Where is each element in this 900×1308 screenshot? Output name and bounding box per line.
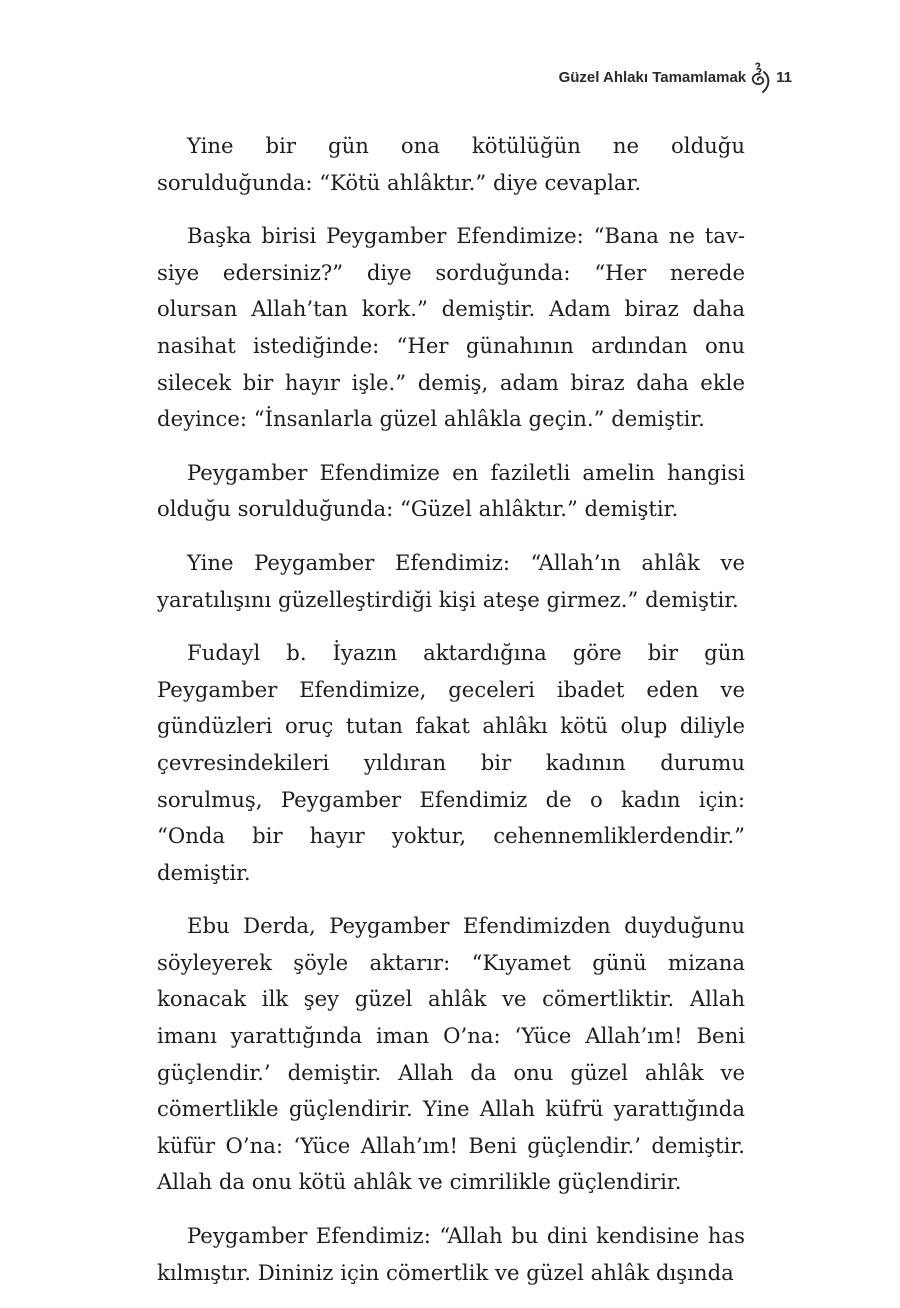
running-title: Güzel Ahlakı Tamamlamak xyxy=(558,68,747,86)
paragraph: Peygamber Efendimize en faziletli amelin hangisi olduğu sorulduğunda: “Güzel ahlâktır.” demiştir. xyxy=(157,459,745,522)
paragraph: Yine bir gün ona kötülüğün ne olduğu sorulduğunda: “Kötü ahlâktır.” diye cevaplar. xyxy=(157,133,745,195)
paragraph: Peygamber Efendimiz: “Allah bu dini kendisine has kılmıştır. Dininiz için cömertlik ve güzel ahlâk dışında xyxy=(157,1223,745,1285)
page-number: 11 xyxy=(776,68,792,86)
paragraph: Ebu Derda, Peygamber Efendimizden duyduğunu söyleyerek şöyle aktarır: “Kıyamet günü mizana konacak ilk şey güzel ahlâk ve cömertliktir. Allah imanı yarattığında iman O’na: ‘Yüce Allah’ım! Beni güçlendir.’ demiştir. Allah da onu güzel ahlâk ve cömertlikle güçlendirir. Yine Allah küfrü yarattığında küfür O’na: ‘Yüce Allah’ım! Beni güçlendir.’ demiştir. Allah da onu kötü ahlâk ve cimrilikle güçlendirir. xyxy=(157,913,745,1195)
running-header xyxy=(559,60,792,94)
paragraph: Yine Peygamber Efendimiz: “Allah’ın ahlâk ve yaratılışını güzelleştirdiği kişi ateşe girmez.” demiştir. xyxy=(157,549,745,612)
body-text xyxy=(157,128,745,1308)
paragraph: Fudayl b. İyazın aktardığına göre bir gün Peygamber Efendimize, geceleri ibadet eden ve gündüzleri oruç tutan fakat ahlâkı kötü olup diliyle çevresindekileri yıldıran bir kadının durumu sorulmuş, Peygamber Efendimiz de o kadın için: “Onda bir hayır yoktur, cehennemliklerdendir.” demiştir. xyxy=(157,640,745,885)
calligraphy-ornament-icon xyxy=(748,60,772,94)
paragraph: Başka birisi Peygamber Efendimize: “Bana ne tavsiye edersiniz?” diye sorduğunda: “Her nerede olursan Allah’tan kork.” demiştir. Adam biraz daha nasihat istediğinde: “Her günahının ardından onu silecek bir hayır işle.” demiş, adam biraz daha ekle deyince: “İnsanlarla güzel ahlâkla geçin.” demiştir. xyxy=(157,223,745,432)
